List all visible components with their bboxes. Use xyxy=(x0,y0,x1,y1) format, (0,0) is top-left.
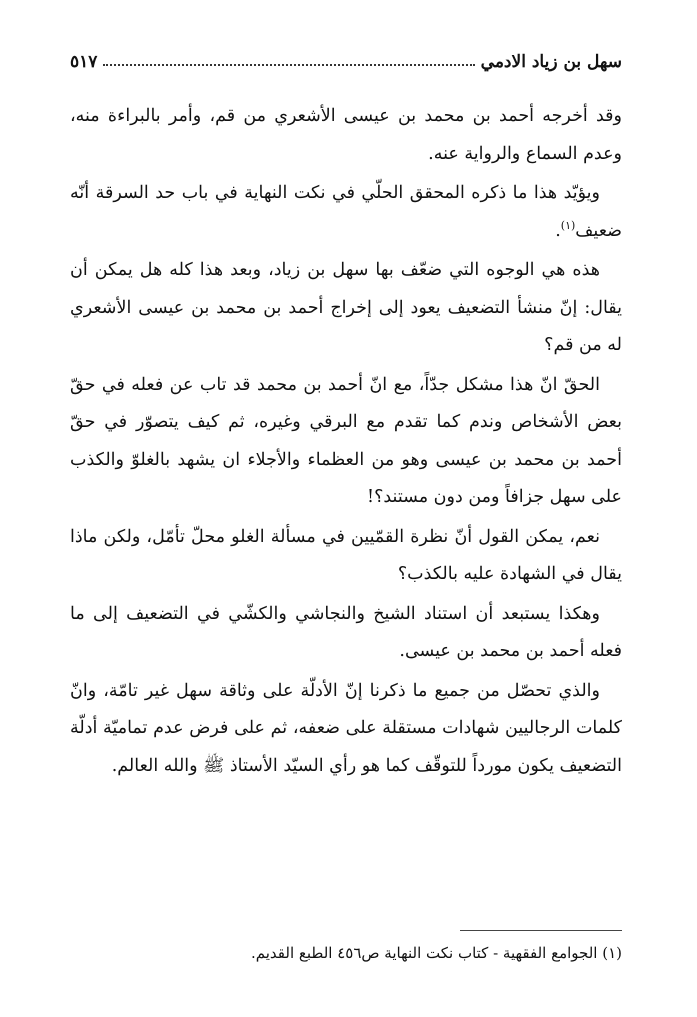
footnote: (١) الجوامع الفقهية - كتاب نكت النهاية ص٤٥٦ الطبع القديم. xyxy=(250,944,622,962)
running-title: سهل بن زياد الادمي xyxy=(480,52,622,72)
body-text xyxy=(70,98,622,785)
paragraph-5: نعم، يمكن القول أنّ نظرة القمّيين في مسألة الغلو محلّ تأمّل، ولكن ماذا يقال في الشهادة عليه بالكذب؟ xyxy=(70,526,622,584)
paragraph-6: وهكذا يستبعد أن استناد الشيخ والنجاشي والكشّي في التضعيف إلى ما فعله أحمد بن محمد بن عيسى. xyxy=(70,603,622,661)
paragraph-3: هذه هي الوجوه التي ضعّف بها سهل بن زياد، وبعد هذا كله هل يمكن أن يقال: إنّ منشأ التضعيف يعود إلى إخراج أحمد بن محمد بن عيسى الأشعري له من قم؟ xyxy=(70,260,622,355)
page-number: ٥١٧ xyxy=(70,52,98,72)
paragraph-7: والذي تحصّل من جميع ما ذكرنا إنّ الأدلّة على وثاقة سهل غير تامّة، وانّ كلمات الرجاليين شهادات مستقلة على ضعفه، ثم على فرض عدم تماميّة أدلّة التضعيف يكون مورداً للتوقّف كما هو رأي السيّد الأستاذ ﷺ والله العالم. xyxy=(70,680,622,776)
footnote-divider xyxy=(460,930,622,931)
footnote-reference: (١) xyxy=(560,218,576,232)
paragraph-2-text: ويؤيّد هذا ما ذكره المحقق الحلّي في نكت النهاية في باب حد السرقة أنّه ضعيف xyxy=(70,183,622,241)
paragraph-4: الحقّ انّ هذا مشكل جدّاً، مع انّ أحمد بن محمد قد تاب عن فعله في حقّ بعض الأشخاص وندم كما تقدم مع البرقي وغيره، ثم كيف يتصوّر في حقّ أحمد بن محمد بن عيسى وهو من العظماء والأجلاء ان يشهد بالغلوّ والكذب على سهل جزافاً ومن دون مستند؟! xyxy=(70,374,622,507)
running-header xyxy=(70,42,622,72)
paragraph-2: ويؤيّد هذا ما ذكره المحقق الحلّي في نكت النهاية في باب حد السرقة أنّه ضعيف$^{(١)}$. xyxy=(70,183,622,241)
dotted-leader xyxy=(103,64,474,66)
paragraph-1: وقد أخرجه أحمد بن محمد بن عيسى الأشعري من قم، وأمر بالبراءة منه، وعدم السماع والرواية عنه. xyxy=(70,106,622,164)
